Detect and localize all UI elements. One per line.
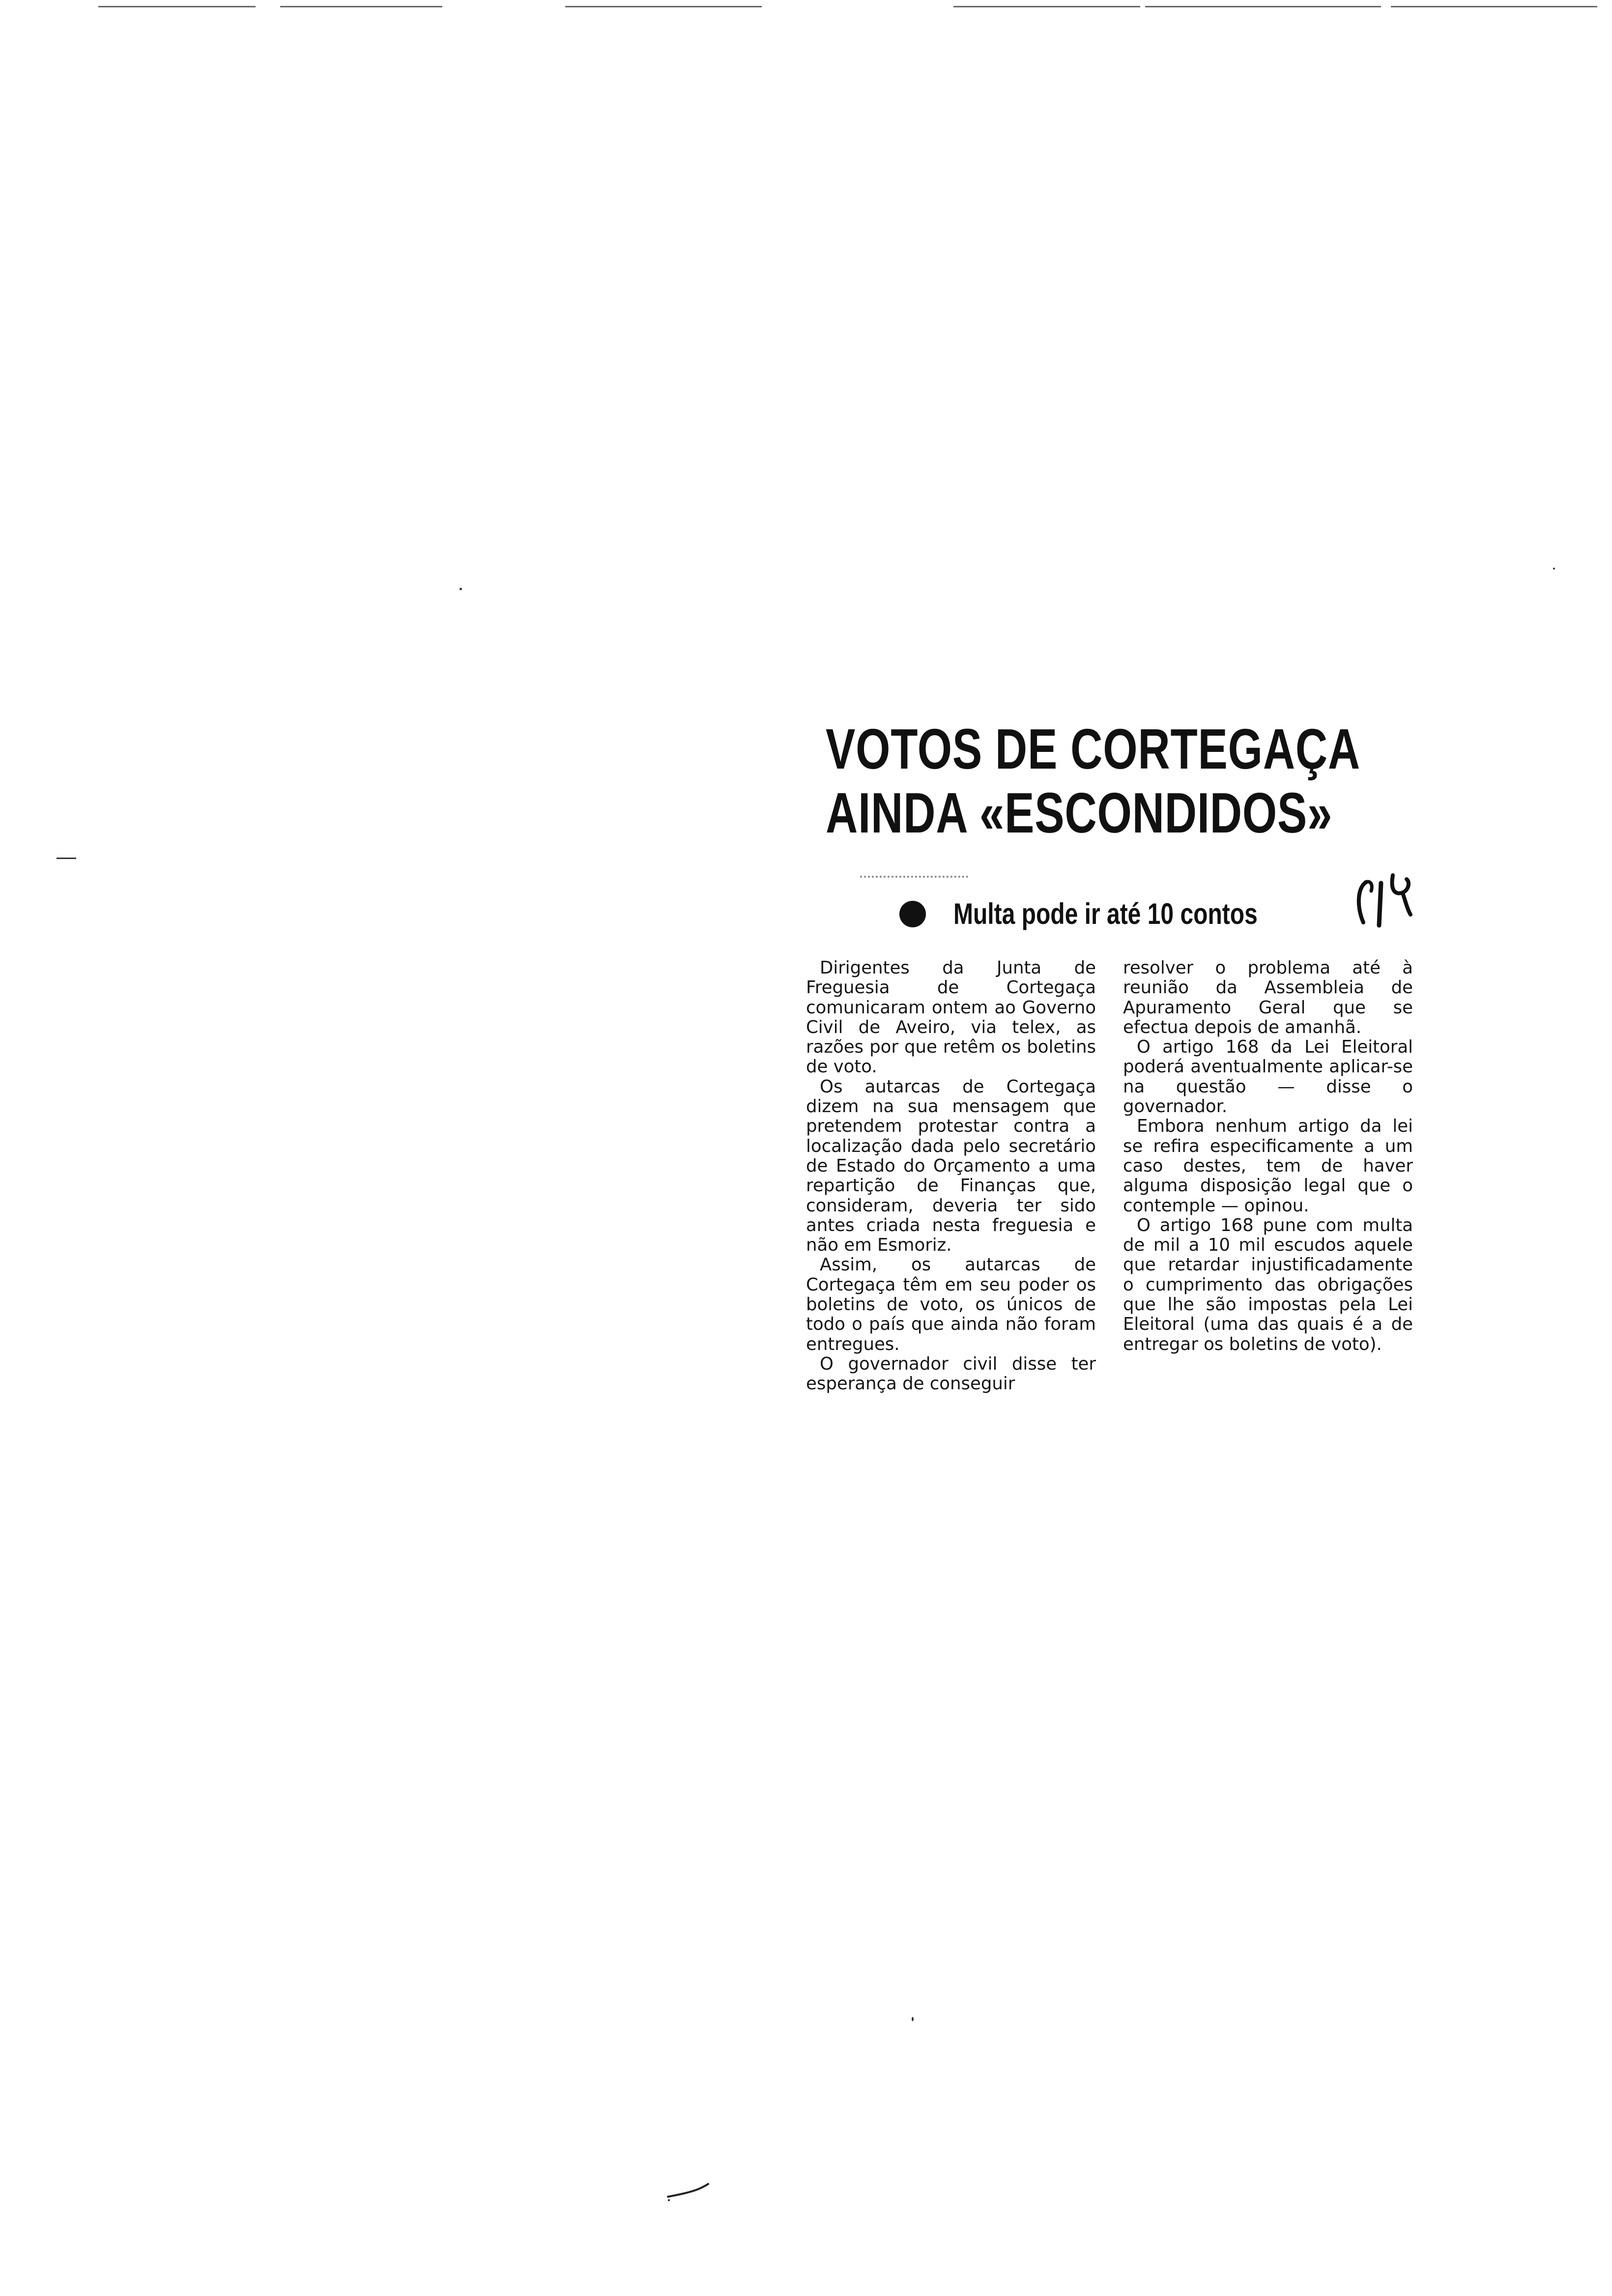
- handwritten-mark: [1352, 867, 1415, 941]
- paragraph: Os autarcas de Cortegaça dizem na sua mensagem que pretendem protestar contra a localização dada pelo secretário de Estado do Orçamento a uma repartição de Finanças que, consideram, deveria ter sido antes criada nesta freguesia e não em Esmoriz.: [806, 1076, 1096, 1256]
- scan-speck: [460, 588, 462, 590]
- headline: [826, 717, 1361, 845]
- scan-speck: [57, 858, 76, 859]
- paragraph: O governador civil disse ter esperança de conseguir: [806, 1353, 1096, 1394]
- scan-speck: [1553, 568, 1555, 570]
- paragraph: Dirigentes da Junta de Freguesia de Cortegaça comunicaram ontem ao Governo Civil de Aveiro, via telex, as razões por que retêm os boletins de voto.: [806, 958, 1096, 1077]
- paragraph: Embora nenhum artigo da lei se refira especificamente a um caso destes, tem de haver alguma disposição legal que o contemple — opinou.: [1123, 1116, 1413, 1216]
- subheadline: [899, 897, 1333, 931]
- scan-edge-line: [1145, 6, 1381, 7]
- subheadline-text: Multa pode ir até 10 contos: [953, 897, 1258, 930]
- paragraph: Assim, os autarcas de Cortegaça têm em seu poder os boletins de voto, os únicos de todo o país que ainda não foram entregues.: [806, 1255, 1096, 1354]
- headline-line-2: AINDA «ESCONDIDOS»: [826, 780, 1333, 845]
- article-body: [806, 958, 1415, 1479]
- scan-speck: [912, 2017, 914, 2021]
- headline-line-1: VOTOS DE CORTEGAÇA: [826, 717, 1361, 781]
- article-column-right: [1123, 958, 1413, 1354]
- scan-edge-line: [953, 6, 1140, 7]
- paragraph: O artigo 168 pune com multa de mil a 10 mil escudos aquele que retardar injustificadamente o cumprimento das obrigações que lhe são impostas pela Lei Eleitoral (uma das quais é a de entregar os boletins de voto).: [1123, 1215, 1413, 1354]
- paragraph: O artigo 168 da Lei Eleitoral poderá aventualmente aplicar-se na questão — disse o governador.: [1123, 1037, 1413, 1117]
- scan-edge-line: [1391, 6, 1597, 7]
- scan-edge-line: [280, 6, 442, 7]
- scan-scribble-mark: [666, 2182, 710, 2202]
- bullet-icon: [899, 901, 926, 927]
- scan-edge-line: [98, 6, 256, 7]
- newspaper-clipping: [806, 718, 1415, 1484]
- paragraph: resolver o problema até à reunião da Assembleia de Apuramento Geral que se efectua depois de amanhã.: [1123, 958, 1413, 1037]
- dotted-divider: [860, 876, 968, 878]
- article-column-left: [806, 958, 1096, 1394]
- scan-edge-line: [565, 6, 762, 7]
